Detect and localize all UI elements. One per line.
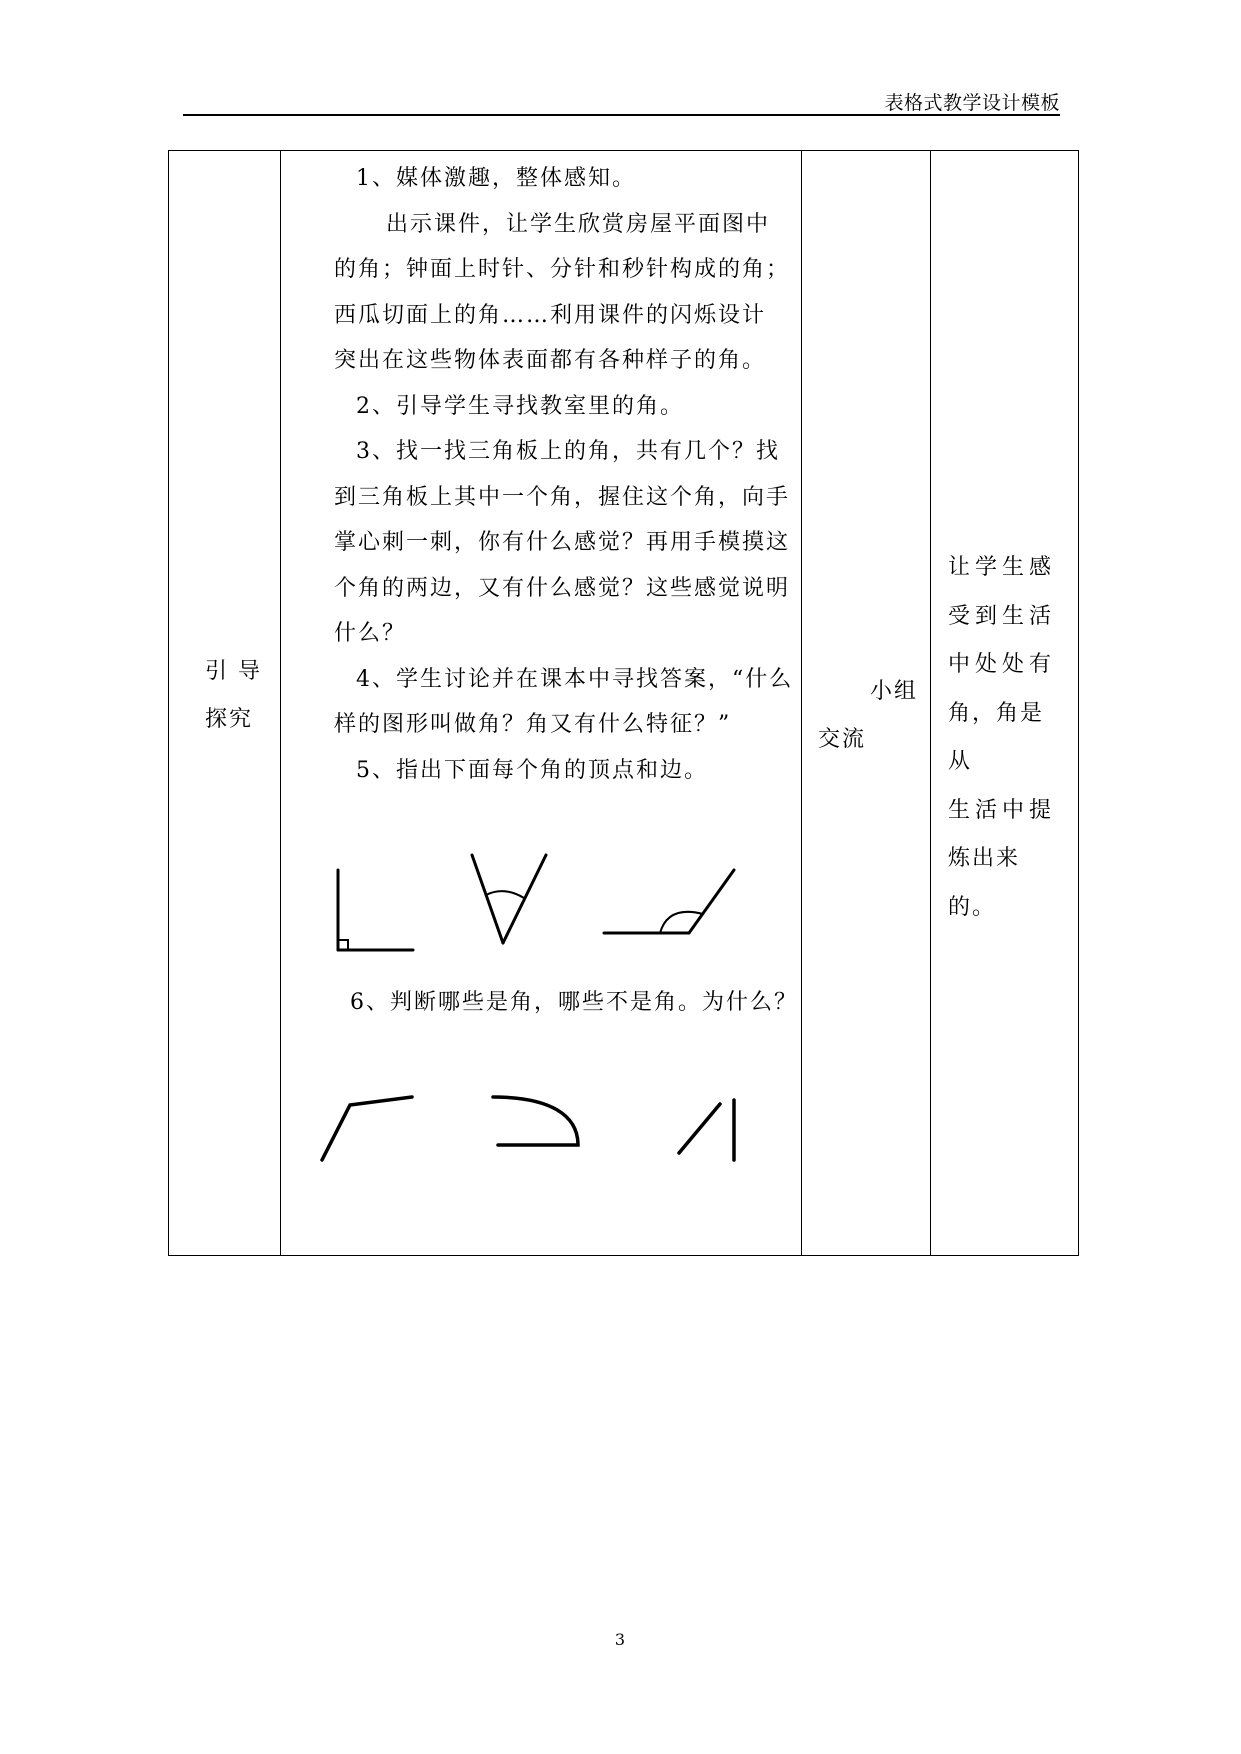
activity-text: 出示课件，让学生欣赏房屋平面图中 [386,211,771,237]
group-line1: 小组 [870,679,919,704]
acute-angle-ray-left [472,855,503,943]
activity-item-5: 5、指出下面每个角的顶点和边。 [356,757,708,783]
right-angle-figure [338,870,413,950]
purpose-column [948,544,1066,932]
shape-slanted-line [679,1104,720,1153]
activity-text: 个角的两边，又有什么感觉？这些感觉说明 [334,575,791,601]
activity-text: 到三角板上其中一个角，握住这个角，向手 [334,484,791,510]
activity-text: 什么？ [334,621,407,646]
acute-angle-ray-right [503,855,546,943]
obtuse-angle-figure [604,870,734,933]
purpose-line: 中处处有 [948,652,1057,677]
header-title: 表格式教学设计模板 [884,92,1060,114]
obtuse-angle-ray-slanted [689,870,734,933]
activity-text: 掌心刺一刺，你有什么感觉？再用手模摸这 [334,530,791,555]
activity-item-3: 3、找一找三角板上的角，共有几个？找 [356,439,780,464]
shape-curved-line [493,1097,578,1145]
purpose-line: 让学生感 [948,555,1057,580]
activity-text: 的角；钟面上时针、分针和秒针构成的角； [334,257,791,282]
acute-angle-figure [472,855,546,943]
activity-item-1: 1、媒体激趣，整体感知。 [356,166,636,191]
group-line2: 交流 [818,727,867,752]
group-column [818,668,928,764]
activity-item-2: 2、引导学生寻找教室里的角。 [356,393,684,419]
purpose-line: 角，角是从 [948,700,1045,774]
purpose-line: 炼出来的。 [948,846,1021,920]
shape-bent-lines [322,1097,412,1160]
page-number: 3 [614,1630,626,1649]
stage-label-line2: 探究 [205,707,254,732]
activity-text: 样的图形叫做角？角又有什么特征？” [334,712,732,737]
activity-item-4: 4、学生讨论并在课本中寻找答案，“什么 [356,666,794,692]
question-6: 6、判断哪些是角，哪些不是角。为什么？ [350,990,798,1015]
acute-angle-arc [486,891,524,898]
stage-label-line1: 引 导 [205,659,262,684]
purpose-line: 受到生活 [948,603,1057,629]
activity-text: 突出在这些物体表面都有各种样子的角。 [334,348,767,373]
activity-text: 西瓜切面上的角……利用课件的闪烁设计 [334,302,767,328]
purpose-line: 生活中提 [948,797,1057,823]
